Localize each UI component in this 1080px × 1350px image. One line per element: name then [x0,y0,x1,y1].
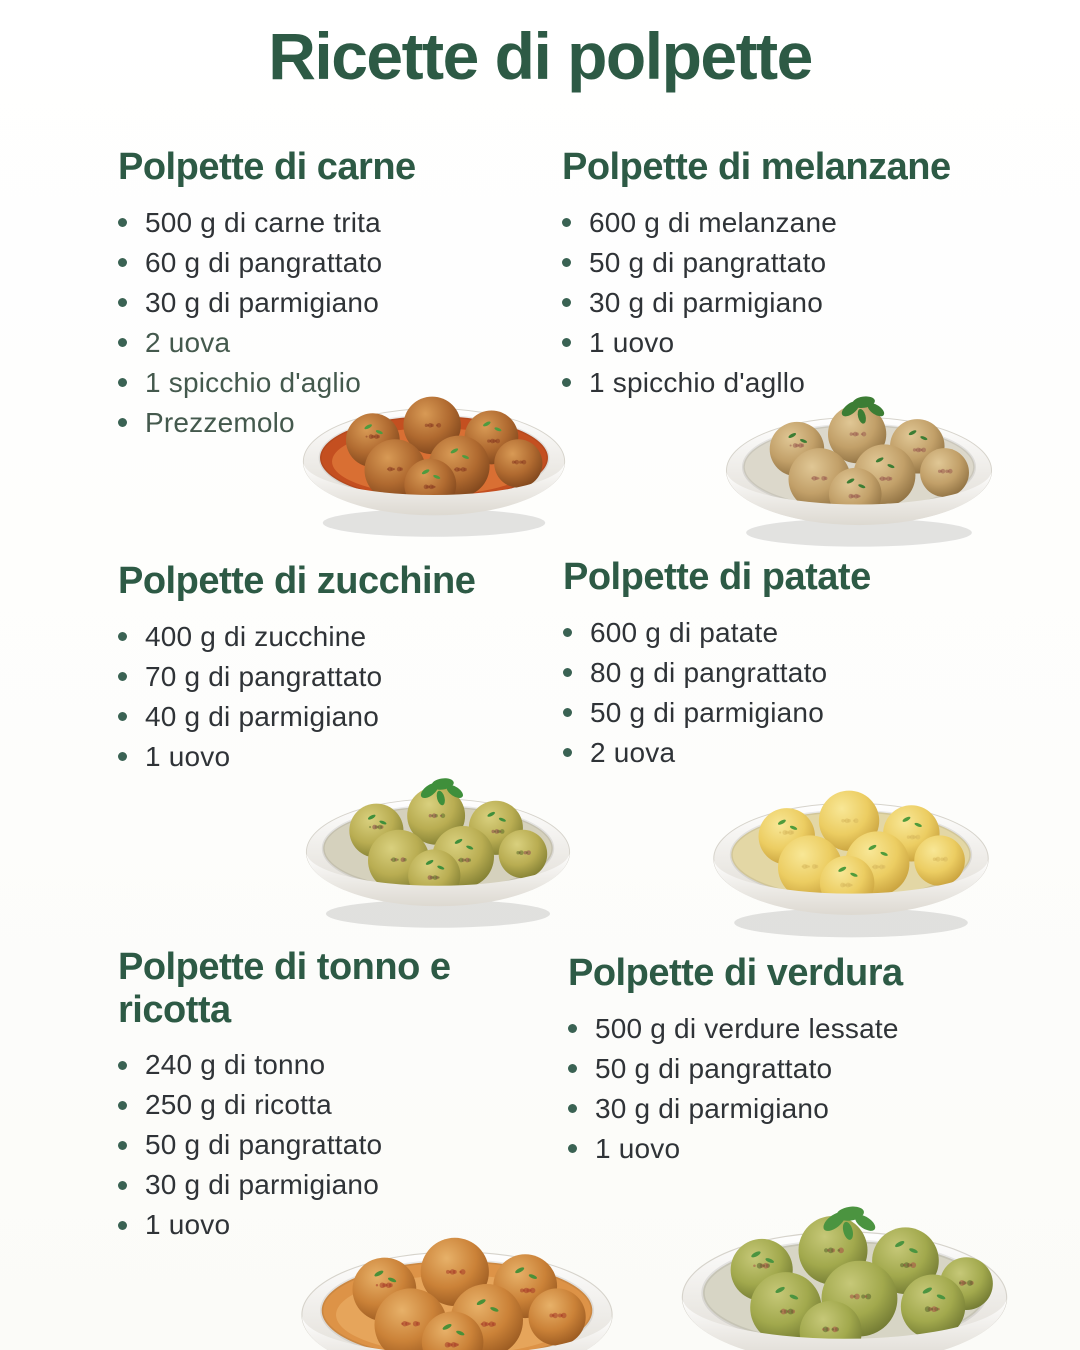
bullet-icon [118,218,127,227]
ingredient-text: 30 g di parmigiano [595,1092,829,1124]
bullet-icon [562,378,571,387]
bullet-icon [562,258,571,267]
recipe-card-zucchine [118,560,560,777]
ingredient-text: 2 uova [145,326,231,358]
ingredient-list [118,1045,560,1245]
ingredient-text: 1 uovo [595,1132,681,1164]
bullet-icon [118,258,127,267]
ingredient-text: 600 g di patate [590,616,779,648]
ingredient-item [563,613,1015,653]
bullet-icon [118,338,127,347]
ingredient-item [118,363,560,403]
bullet-icon [562,298,571,307]
ingredient-text: 50 g di pangrattato [595,1052,833,1084]
ingredient-item [118,203,560,243]
ingredient-item [562,203,1022,243]
ingredient-text: 600 g di melanzane [589,206,837,238]
ingredient-text: 1 uovo [145,740,231,772]
recipe-title: Polpette di verdura [568,952,903,994]
ingredient-item [563,733,1015,773]
ingredient-text: 70 g di pangrattato [145,660,383,692]
recipe-title: Polpette di melanzane [562,146,951,188]
ingredient-text: 40 g di parmigiano [145,700,379,732]
ingredient-item [118,617,560,657]
ingredient-item [118,243,560,283]
ingredient-list [563,613,1015,773]
ingredient-item [562,243,1022,283]
ingredient-item [562,283,1022,323]
ingredient-text: Prezzemolo [145,406,295,438]
ingredient-text: 1 spicchio d'agllo [589,366,805,398]
ingredient-list [562,203,1022,403]
recipe-photo-verdura [672,1162,1017,1350]
ingredient-item [118,323,560,363]
ingredient-item [568,1129,1020,1169]
ingredient-text: 500 g di verdure lessate [595,1012,899,1044]
ingredient-list [118,617,560,777]
ingredient-text: 50 g di pangrattato [589,246,827,278]
bullet-icon [118,1101,127,1110]
ingredient-text: 1 spicchio d'aglio [145,366,361,398]
ingredient-text: 60 g di pangrattato [145,246,383,278]
ingredient-text: 1 uovo [589,326,675,358]
recipe-title: Polpette di zucchine [118,560,476,602]
ingredient-item [118,1125,560,1165]
bullet-icon [118,1061,127,1070]
ingredient-text: 50 g di pangrattato [145,1129,383,1161]
ingredient-item [562,323,1022,363]
ingredient-text: 80 g di pangrattato [590,656,828,688]
ingredient-text: 30 g di parmigiano [589,286,823,318]
recipe-card-verdura [568,952,1020,1169]
bullet-icon [118,1181,127,1190]
ingredient-text: 400 g di zucchine [145,620,367,652]
ingredient-list [568,1009,1020,1169]
ingredient-item [118,697,560,737]
ingredient-text: 250 g di ricotta [145,1089,332,1121]
bullet-icon [568,1144,577,1153]
recipe-card-tonno-ricotta [118,946,560,1245]
bullet-icon [563,628,572,637]
ingredient-text: 1 uovo [145,1209,231,1241]
bullet-icon [118,672,127,681]
recipe-title: Polpette di carne [118,146,416,188]
bullet-icon [568,1104,577,1113]
ingredient-item [568,1089,1020,1129]
page-title: Ricette di polpette [268,19,812,93]
bullet-icon [118,632,127,641]
bullet-icon [563,668,572,677]
ingredient-text: 50 g di parmigiano [590,696,824,728]
recipe-card-carne [118,146,560,443]
ingredient-item [563,653,1015,693]
bullet-icon [118,298,127,307]
recipe-card-melanzane [562,146,1022,403]
ingredient-item [118,657,560,697]
bullet-icon [118,378,127,387]
ingredient-item [118,403,560,443]
ingredient-item [118,283,560,323]
ingredient-text: 2 uova [590,736,676,768]
bullet-icon [118,418,127,427]
bullet-icon [563,748,572,757]
bullet-icon [118,712,127,721]
recipe-photo-patate [705,744,997,948]
ingredient-item [118,1085,560,1125]
bullet-icon [118,1221,127,1230]
ingredient-text: 30 g di parmigiano [145,286,379,318]
bullet-icon [568,1064,577,1073]
recipe-title: Polpette di tonno e ricotta [118,946,451,1031]
ingredient-item [568,1049,1020,1089]
bullet-icon [568,1024,577,1033]
ingredient-item [568,1009,1020,1049]
ingredient-text: 500 g di carne trita [145,206,381,238]
ingredient-text: 240 g di tonno [145,1049,326,1081]
recipe-card-patate [563,556,1015,773]
bullet-icon [562,218,571,227]
bullet-icon [118,752,127,761]
ingredient-list [118,203,560,443]
bullet-icon [563,708,572,717]
ingredient-item [562,363,1022,403]
ingredient-item [563,693,1015,733]
ingredient-item [118,1165,560,1205]
ingredient-item [118,737,560,777]
ingredient-item [118,1045,560,1085]
ingredient-item [118,1205,560,1245]
ingredient-text: 30 g di parmigiano [145,1169,379,1201]
bullet-icon [118,1141,127,1150]
bullet-icon [562,338,571,347]
recipe-title: Polpette di patate [563,556,871,598]
